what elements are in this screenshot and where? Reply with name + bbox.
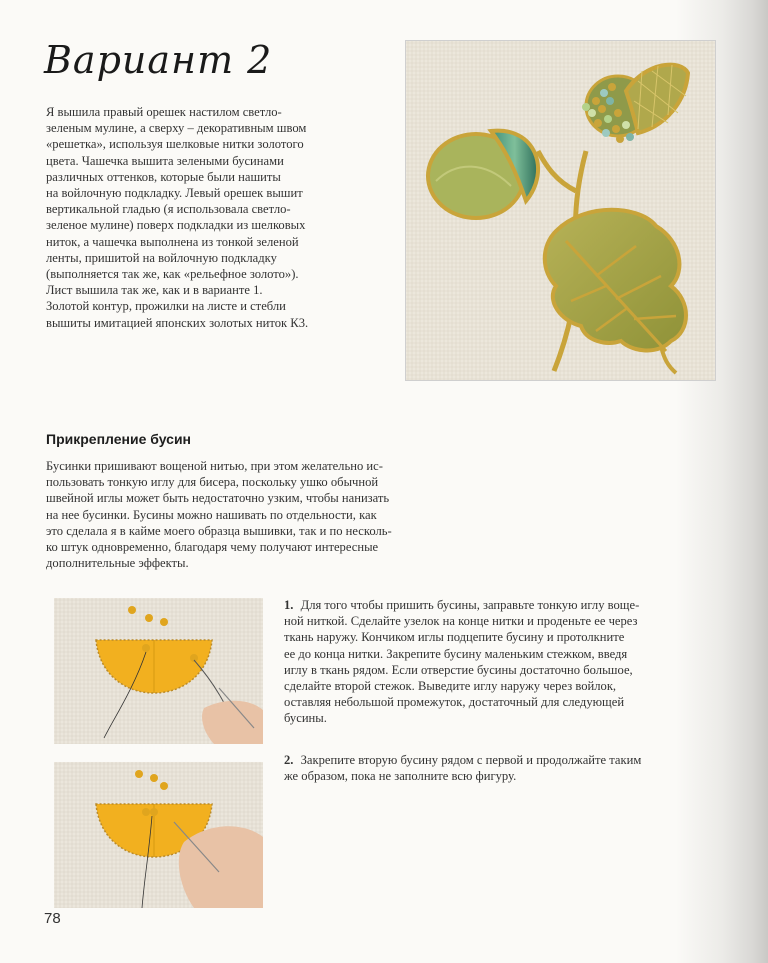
intro-paragraph: Я вышила правый орешек настилом светло- зеленым мулине, а сверху – декоративным швом «решетка», используя шелковые нитки золотого цвета. Чашечка вышита зелеными бусинами различных оттенков, которые были нашиты на войлочную подкладку. Левый орешек вышит вертикальной гладью (я использовала светло- зеленое мулине) поверх подкладки из шелковых ниток, а чашечка выполнена из тонкой зеленой ленты, пришитой на войлочную подкладку (выполняется так же, как «рельефное золото»). Лист вышила так же, как и в варианте 1. Золотой контур, прожилки на листе и стебли вышиты имитацией японских золотых ниток К3. (46, 105, 309, 330)
page-number: 78 (44, 910, 61, 927)
step-1-photo (54, 598, 263, 744)
section-heading-beads: Прикрепление бусин (46, 431, 192, 447)
page-title: Вариант 2 (44, 38, 273, 82)
acorn-embroidery-photo (405, 40, 716, 381)
beads-paragraph: Бусинки пришивают вощеной нитью, при этом желательно ис- пользовать тонкую иглу для бисера, поскольку ушко обычной швейной иглы может быть недостаточно узким, чтобы нанизать на нее бусинки. Бусины можно нашивать по отдельности, как это сделала я в кайме моего образца вышивки, так и по несколь- ко штук одновременно, благодаря чему получают интересные дополнительные эффекты. (46, 459, 392, 571)
step-2-text: 2. Закрепите вторую бусину рядом с первой и продолжайте таким же образом, пока не заполните всю фигуру. (284, 753, 642, 784)
step-2-photo (54, 762, 263, 908)
step-1-text: 1. Для того чтобы пришить бусины, заправьте тонкую иглу воще- ной ниткой. Сделайте узелок на конце нитки и проденьте ее через ткань наружу. Кончиком иглы подцепите бусину и протолкните ее до конца нитки. Закрепите бусину маленьким стежком, введя иглу в ткань рядом. Если отверстие бусины достаточно большое, сделайте второй стежок. Выведите иглу наружу через войлок, оставляя небольшой промежуток, достаточный для следующей бусины. (284, 598, 640, 726)
